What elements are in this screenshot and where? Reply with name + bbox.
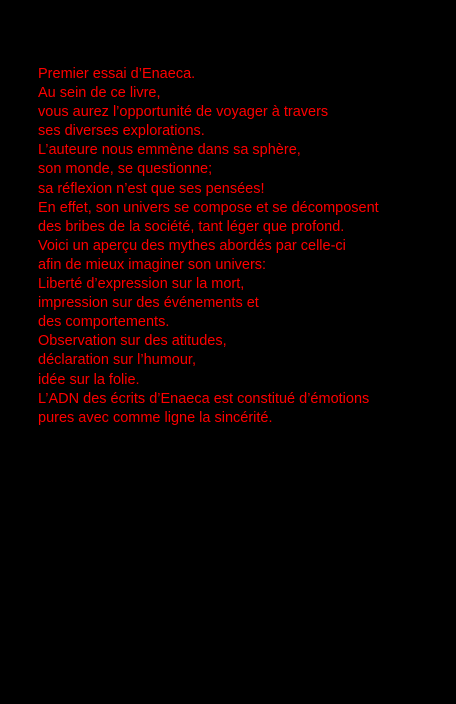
text-line: sa réflexion n’est que ses pensées! [38, 180, 265, 197]
book-description-text [38, 65, 438, 428]
text-line: Voici un aperçu des mythes abordés par celle-ci [38, 237, 346, 254]
text-line: Observation sur des atitudes, [38, 333, 227, 350]
text-line: L’ADN des écrits d’Enaeca est constitué d’émotions [38, 390, 370, 407]
text-line: L’auteure nous emmène dans sa sphère, [38, 142, 301, 159]
text-line: En effet, son univers se compose et se décomposent [38, 199, 379, 216]
text-line: son monde, se questionne; [38, 161, 213, 178]
text-line: des comportements. [38, 314, 170, 331]
text-line: pures avec comme ligne la sincérité. [38, 409, 273, 426]
text-line: impression sur des événements et [38, 295, 259, 312]
text-line: Premier essai d’Enaeca. [38, 66, 196, 82]
text-line: des bribes de la société, tant léger que profond. [38, 218, 345, 235]
text-line: idée sur la folie. [38, 371, 140, 388]
text-line: afin de mieux imaginer son univers: [38, 256, 267, 273]
text-line: ses diverses explorations. [38, 123, 205, 140]
text-line: vous aurez l’opportunité de voyager à travers [38, 104, 329, 121]
text-line: Liberté d’expression sur la mort, [38, 276, 245, 293]
text-line: déclaration sur l’humour, [38, 352, 196, 369]
text-line: Au sein de ce livre, [38, 85, 161, 102]
